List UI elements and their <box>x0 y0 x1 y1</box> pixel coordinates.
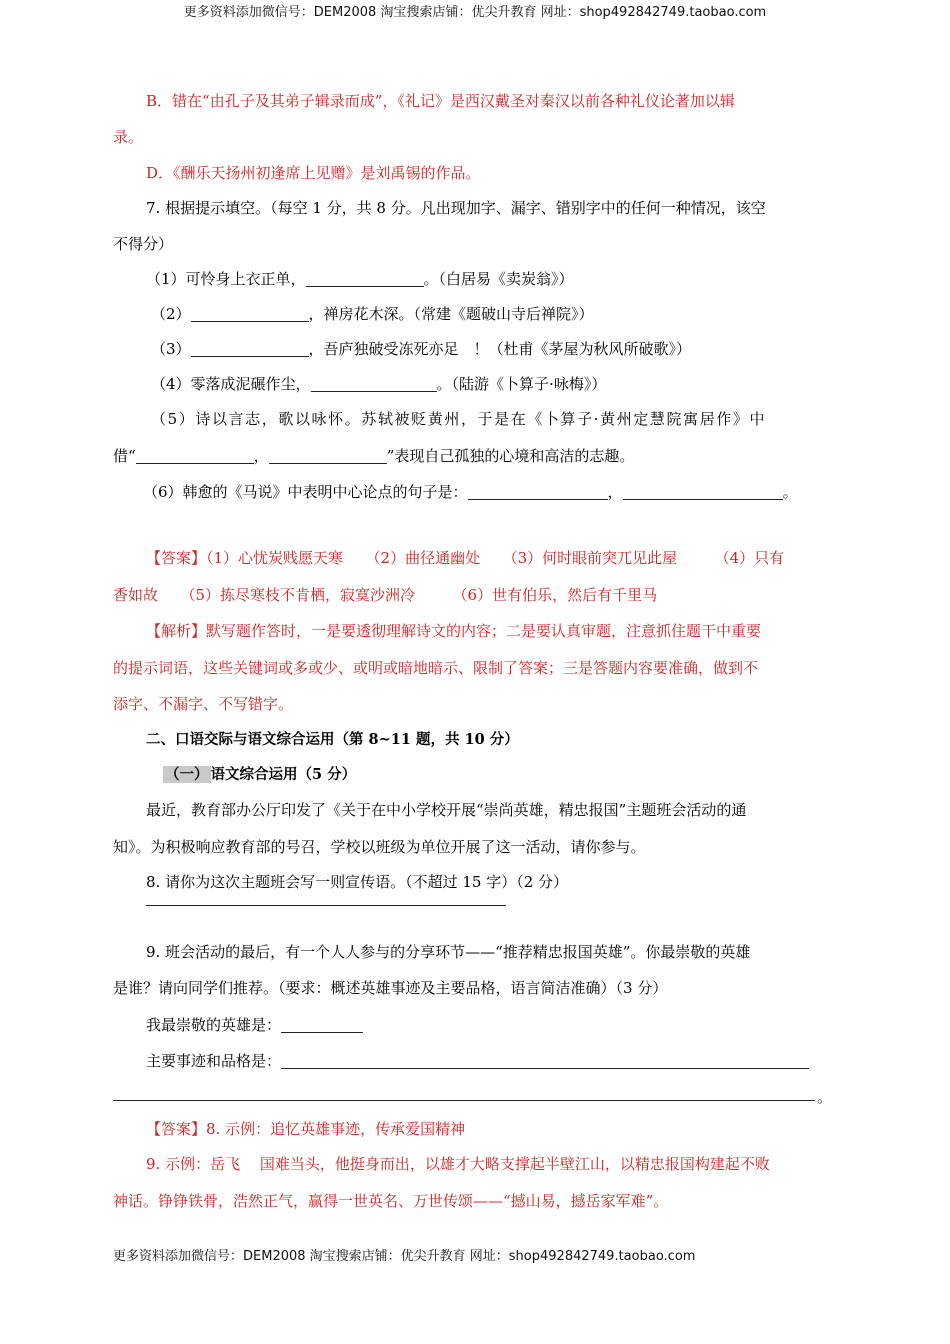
q7-item-6-blank-b[interactable] <box>623 483 783 500</box>
q9-stem-cont: 是谁？请向同学们推荐。（要求：概述英雄事迹及主要品格，语言简洁准确）（3 分） <box>113 979 668 997</box>
q7-item-1-prefix: （1）可怜身上衣正单， <box>146 270 306 288</box>
section-2-sub-tag: （一） <box>165 766 209 783</box>
q6-option-b-explanation: B．错在“由孔子及其弟子辑录而成”，《礼记》是西汉戴圣对秦汉以前各种礼仪论著加以辑 <box>146 92 735 110</box>
q9-hero-row <box>113 1013 363 1038</box>
q7-item-2-prefix: （2） <box>151 305 191 323</box>
q7-answer-cont: 香如故 （5）拣尽寒枝不肯栖，寂寞沙洲冷 （6）世有伯乐，然后有千里马 <box>113 586 658 604</box>
q7-item-4-suffix: 。（陆游《卜算子·咏梅》） <box>436 375 607 393</box>
q9-stem: 9. 班会活动的最后，有一个人人参与的分享环节——“推荐精忠报国英雄”。你最崇敬的英雄 <box>146 943 751 961</box>
q7-item-6-suffix: 。 <box>782 483 798 501</box>
q7-item-6-separator: ， <box>607 483 623 501</box>
section-2-intro-cont: 知》。为积极响应教育部的号召，学校以班级为单位开展了这一活动，请你参与。 <box>113 838 646 856</box>
q9-answer: 9. 示例：岳飞 国难当头，他挺身而出，以雄才大略支撑起半壁江山，以精忠报国构建起不败 <box>146 1155 770 1173</box>
q7-item-3 <box>113 337 691 362</box>
q7-analysis-cont-2: 添字、不漏字、不写错字。 <box>113 695 294 713</box>
q9-answer-cont: 神话。铮铮铁骨，浩然正气，赢得一世英名、万世传颂——“撼山易，撼岳家军难”。 <box>113 1192 669 1210</box>
q8-answer-line[interactable] <box>146 905 506 906</box>
q7-item-5-blank-a[interactable] <box>136 447 254 464</box>
section-2-subtitle <box>163 762 356 787</box>
q7-item-5-suffix: ”表现自己孤独的心境和高洁的志趣。 <box>386 447 635 465</box>
q7-item-3-suffix: ，吾庐独破受冻死亦足 ！（杜甫《茅屋为秋风所破歌》） <box>308 340 692 358</box>
q9-deeds-blank[interactable] <box>281 1052 809 1069</box>
q7-item-1-blank[interactable] <box>306 270 424 287</box>
q9-deeds-row-2 <box>113 1085 837 1110</box>
page-footer: 更多资料添加微信号：DEM2008 淘宝搜索店铺：优尖升教育 网址：shop492842749.taobao.com <box>113 1249 696 1264</box>
q8-answer: 【答案】8. 示例：追忆英雄事迹，传承爱国精神 <box>146 1120 466 1138</box>
section-2-intro: 最近，教育部办公厅印发了《关于在中小学校开展“崇尚英雄，精忠报国”主题班会活动的通 <box>146 801 747 819</box>
section-2-title: 二、口语交际与语文综合运用（第 8~11 题，共 10 分） <box>146 731 519 748</box>
q7-item-2-suffix: ，禅房花木深。（常建《题破山寺后禅院》） <box>308 305 594 323</box>
q9-deeds-end: 。 <box>817 1088 833 1106</box>
q7-answer: 【答案】（1）心忧炭贱愿天寒 （2）曲径通幽处 （3）何时眼前突兀见此屋 （4）只有 <box>146 549 785 567</box>
q7-stem-cont: 不得分） <box>113 235 174 253</box>
q7-item-4 <box>113 372 606 397</box>
q9-hero-label: 我最崇敬的英雄是： <box>146 1016 282 1034</box>
q7-item-1 <box>113 267 574 292</box>
q9-deeds-row <box>113 1049 809 1074</box>
q7-item-5: （5）诗以言志，歌以咏怀。苏轼被贬黄州，于是在《卜算子·黄州定慧院寓居作》中 <box>151 410 767 428</box>
q7-item-6-blank-a[interactable] <box>468 483 608 500</box>
q7-item-5-prefix: 借“ <box>113 447 136 465</box>
q9-hero-blank[interactable] <box>281 1016 363 1033</box>
q6-option-d-explanation: D．《酬乐天扬州初逢席上见赠》是刘禹锡的作品。 <box>146 164 481 182</box>
q7-item-2 <box>113 302 594 327</box>
q7-analysis-cont-1: 的提示词语，这些关键词或多或少、或明或暗地暗示、限制了答案；三是答题内容要准确，做到不 <box>113 659 759 677</box>
q7-item-5-cont <box>113 444 634 469</box>
q7-item-1-suffix: 。（白居易《卖炭翁》） <box>423 270 574 288</box>
q7-item-6 <box>143 480 798 505</box>
q7-stem: 7. 根据提示填空。（每空 1 分，共 8 分。凡出现加字、漏字、错别字中的任何一种情况，该空 <box>146 199 766 217</box>
q7-item-5-blank-b[interactable] <box>269 447 387 464</box>
q7-item-4-blank[interactable] <box>311 375 437 392</box>
q7-item-5-separator: ， <box>253 447 269 465</box>
q7-item-4-prefix: （4）零落成泥碾作尘， <box>151 375 311 393</box>
q7-item-6-prefix: （6）韩愈的《马说》中表明中心论点的句子是： <box>143 483 468 501</box>
q7-analysis: 【解析】默写题作答时，一是要透彻理解诗文的内容；二是要认真审题，注意抓住题干中重要 <box>146 622 762 640</box>
q8-stem: 8. 请你为这次主题班会写一则宣传语。（不超过 15 字）（2 分） <box>146 873 569 891</box>
page-header: 更多资料添加微信号：DEM2008 淘宝搜索店铺：优尖升教育 网址：shop492842749.taobao.com <box>183 5 767 20</box>
q9-deeds-label: 主要事迹和品格是： <box>146 1052 282 1070</box>
q7-item-3-prefix: （3） <box>151 340 191 358</box>
q7-item-3-blank[interactable] <box>191 340 309 357</box>
q6-option-b-explanation-cont: 录。 <box>113 128 144 146</box>
section-2-sub-title: 语文综合运用（5 分） <box>210 766 357 783</box>
q7-item-2-blank[interactable] <box>191 305 309 322</box>
q9-deeds-blank-2[interactable] <box>113 1085 815 1101</box>
